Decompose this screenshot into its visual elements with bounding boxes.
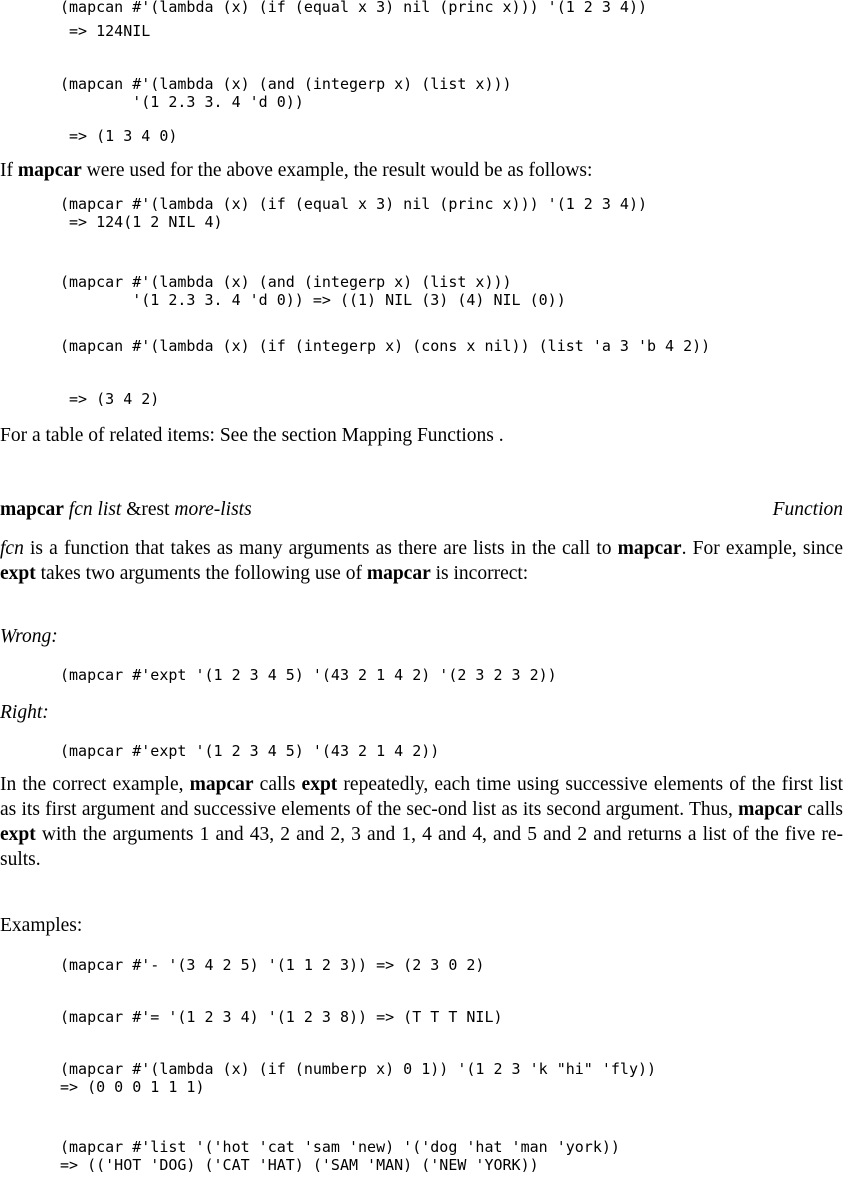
examples-label: Examples: xyxy=(0,915,83,936)
code-mapcan-compare-3: (mapcan #'(lambda (x) (if (integerp x) (cons x nil)) (list 'a 3 'b 4 2)) xyxy=(60,337,711,355)
code-right: (mapcar #'expt '(1 2 3 4 5) '(43 2 1 4 2)) xyxy=(60,742,440,760)
definition-line: mapcar fcn list &rest more-lists Function xyxy=(0,499,843,520)
code-mapcan-compare-3-result: => (3 4 2) xyxy=(60,390,160,408)
code-mapcar-compare-1: (mapcar #'(lambda (x) (if (equal x 3) nil (princ x))) '(1 2 3 4)) => 124(1 2 NIL 4) xyxy=(60,195,647,231)
mapcar-compare-text: If mapcar were used for the above example, the result would be as follows: xyxy=(0,160,593,181)
description-paragraph: fcn is a function that takes as many arguments as there are lists in the call to mapcar. For example, since expt takes two arguments the following use of mapcar is incorrect: xyxy=(0,538,843,584)
definition-kind: Function xyxy=(772,499,843,520)
wrong-label: Wrong: xyxy=(0,626,58,647)
see-also-text: For a table of related items: See the section Mapping Functions . xyxy=(0,425,504,446)
code-mapcan-example-1: (mapcan #'(lambda (x) (if (equal x 3) nil (princ x))) '(1 2 3 4)) xyxy=(60,0,647,16)
explanation-paragraph: In the correct example, mapcar calls expt repeatedly, each time using successive elements of the first list as its first argument and successive elements of the sec-ond list as its second argument. Thus, mapcar calls expt with the arguments 1 and 43, 2 and 2, 3 and 1, 4 and 4, and 5 and 2 and returns a list of the five re-sults. xyxy=(0,774,843,870)
definition-name: mapcar xyxy=(0,499,64,520)
code-example-2: (mapcar #'= '(1 2 3 4) '(1 2 3 8)) => (T T T NIL) xyxy=(60,1008,503,1026)
code-example-4: (mapcar #'list '('hot 'cat 'sam 'new) '('dog 'hat 'man 'york)) => (('HOT 'DOG) ('CAT 'HAT) ('SAM 'MAN) ('NEW 'YORK)) xyxy=(60,1138,620,1174)
code-mapcan-result-1: => 124NIL xyxy=(60,22,151,40)
code-wrong: (mapcar #'expt '(1 2 3 4 5) '(43 2 1 4 2) '(2 3 2 3 2)) xyxy=(60,666,557,684)
code-mapcar-compare-2: (mapcar #'(lambda (x) (and (integerp x) (list x))) '(1 2.3 3. 4 'd 0)) => ((1) NIL (3) (4) NIL (0)) xyxy=(60,273,566,309)
code-example-3: (mapcar #'(lambda (x) (if (numberp x) 0 1)) '(1 2 3 'k "hi" 'fly)) => (0 0 0 1 1 1) xyxy=(60,1060,657,1096)
code-mapcan-example-2: (mapcan #'(lambda (x) (and (integerp x) (list x))) '(1 2.3 3. 4 'd 0)) xyxy=(60,75,512,111)
right-label: Right: xyxy=(0,702,49,723)
code-mapcan-result-2: => (1 3 4 0) xyxy=(60,127,178,145)
code-example-1: (mapcar #'- '(3 4 2 5) '(1 1 2 3)) => (2 3 0 2) xyxy=(60,956,485,974)
